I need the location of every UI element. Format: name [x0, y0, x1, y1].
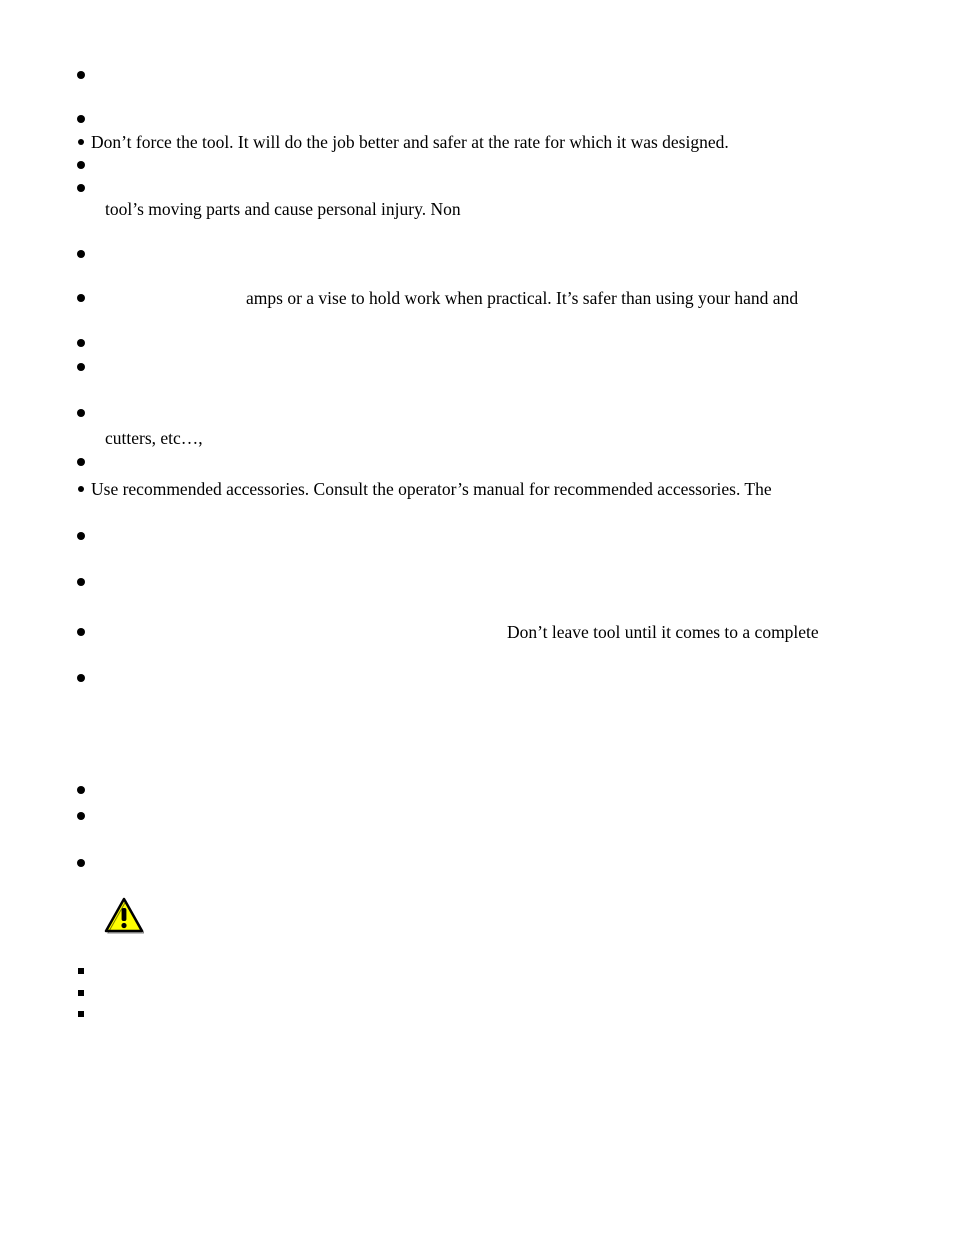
bullet-icon	[78, 486, 84, 492]
square-bullet-icon	[78, 990, 84, 996]
bullet-icon	[77, 578, 85, 586]
bullet-icon	[77, 786, 85, 794]
bullet-icon	[77, 250, 85, 258]
bullet-icon	[77, 532, 85, 540]
warning-triangle-icon	[104, 896, 144, 934]
bullet-icon	[77, 294, 85, 302]
list-item-text: tool’s moving parts and cause personal injury. Non	[105, 199, 461, 219]
list-item-text: Don’t leave tool until it comes to a complete	[507, 622, 819, 642]
list-item-text: cutters, etc…,	[105, 428, 203, 448]
bullet-icon	[77, 339, 85, 347]
bullet-icon	[77, 458, 85, 466]
bullet-icon	[77, 812, 85, 820]
square-bullet-icon	[78, 968, 84, 974]
list-item-text: Don’t force the tool. It will do the job better and safer at the rate for which it was designed.	[91, 132, 729, 152]
bullet-icon	[77, 115, 85, 123]
bullet-icon	[78, 139, 84, 145]
bullet-icon	[77, 161, 85, 169]
bullet-icon	[77, 184, 85, 192]
bullet-icon	[77, 409, 85, 417]
bullet-icon	[77, 71, 85, 79]
bullet-icon	[77, 628, 85, 636]
square-bullet-icon	[78, 1011, 84, 1017]
list-item-text: Use recommended accessories. Consult the operator’s manual for recommended accessories. The	[91, 479, 772, 499]
bullet-icon	[77, 674, 85, 682]
bullet-icon	[77, 363, 85, 371]
bullet-icon	[77, 859, 85, 867]
list-item-text: amps or a vise to hold work when practical. It’s safer than using your hand and	[246, 288, 799, 308]
